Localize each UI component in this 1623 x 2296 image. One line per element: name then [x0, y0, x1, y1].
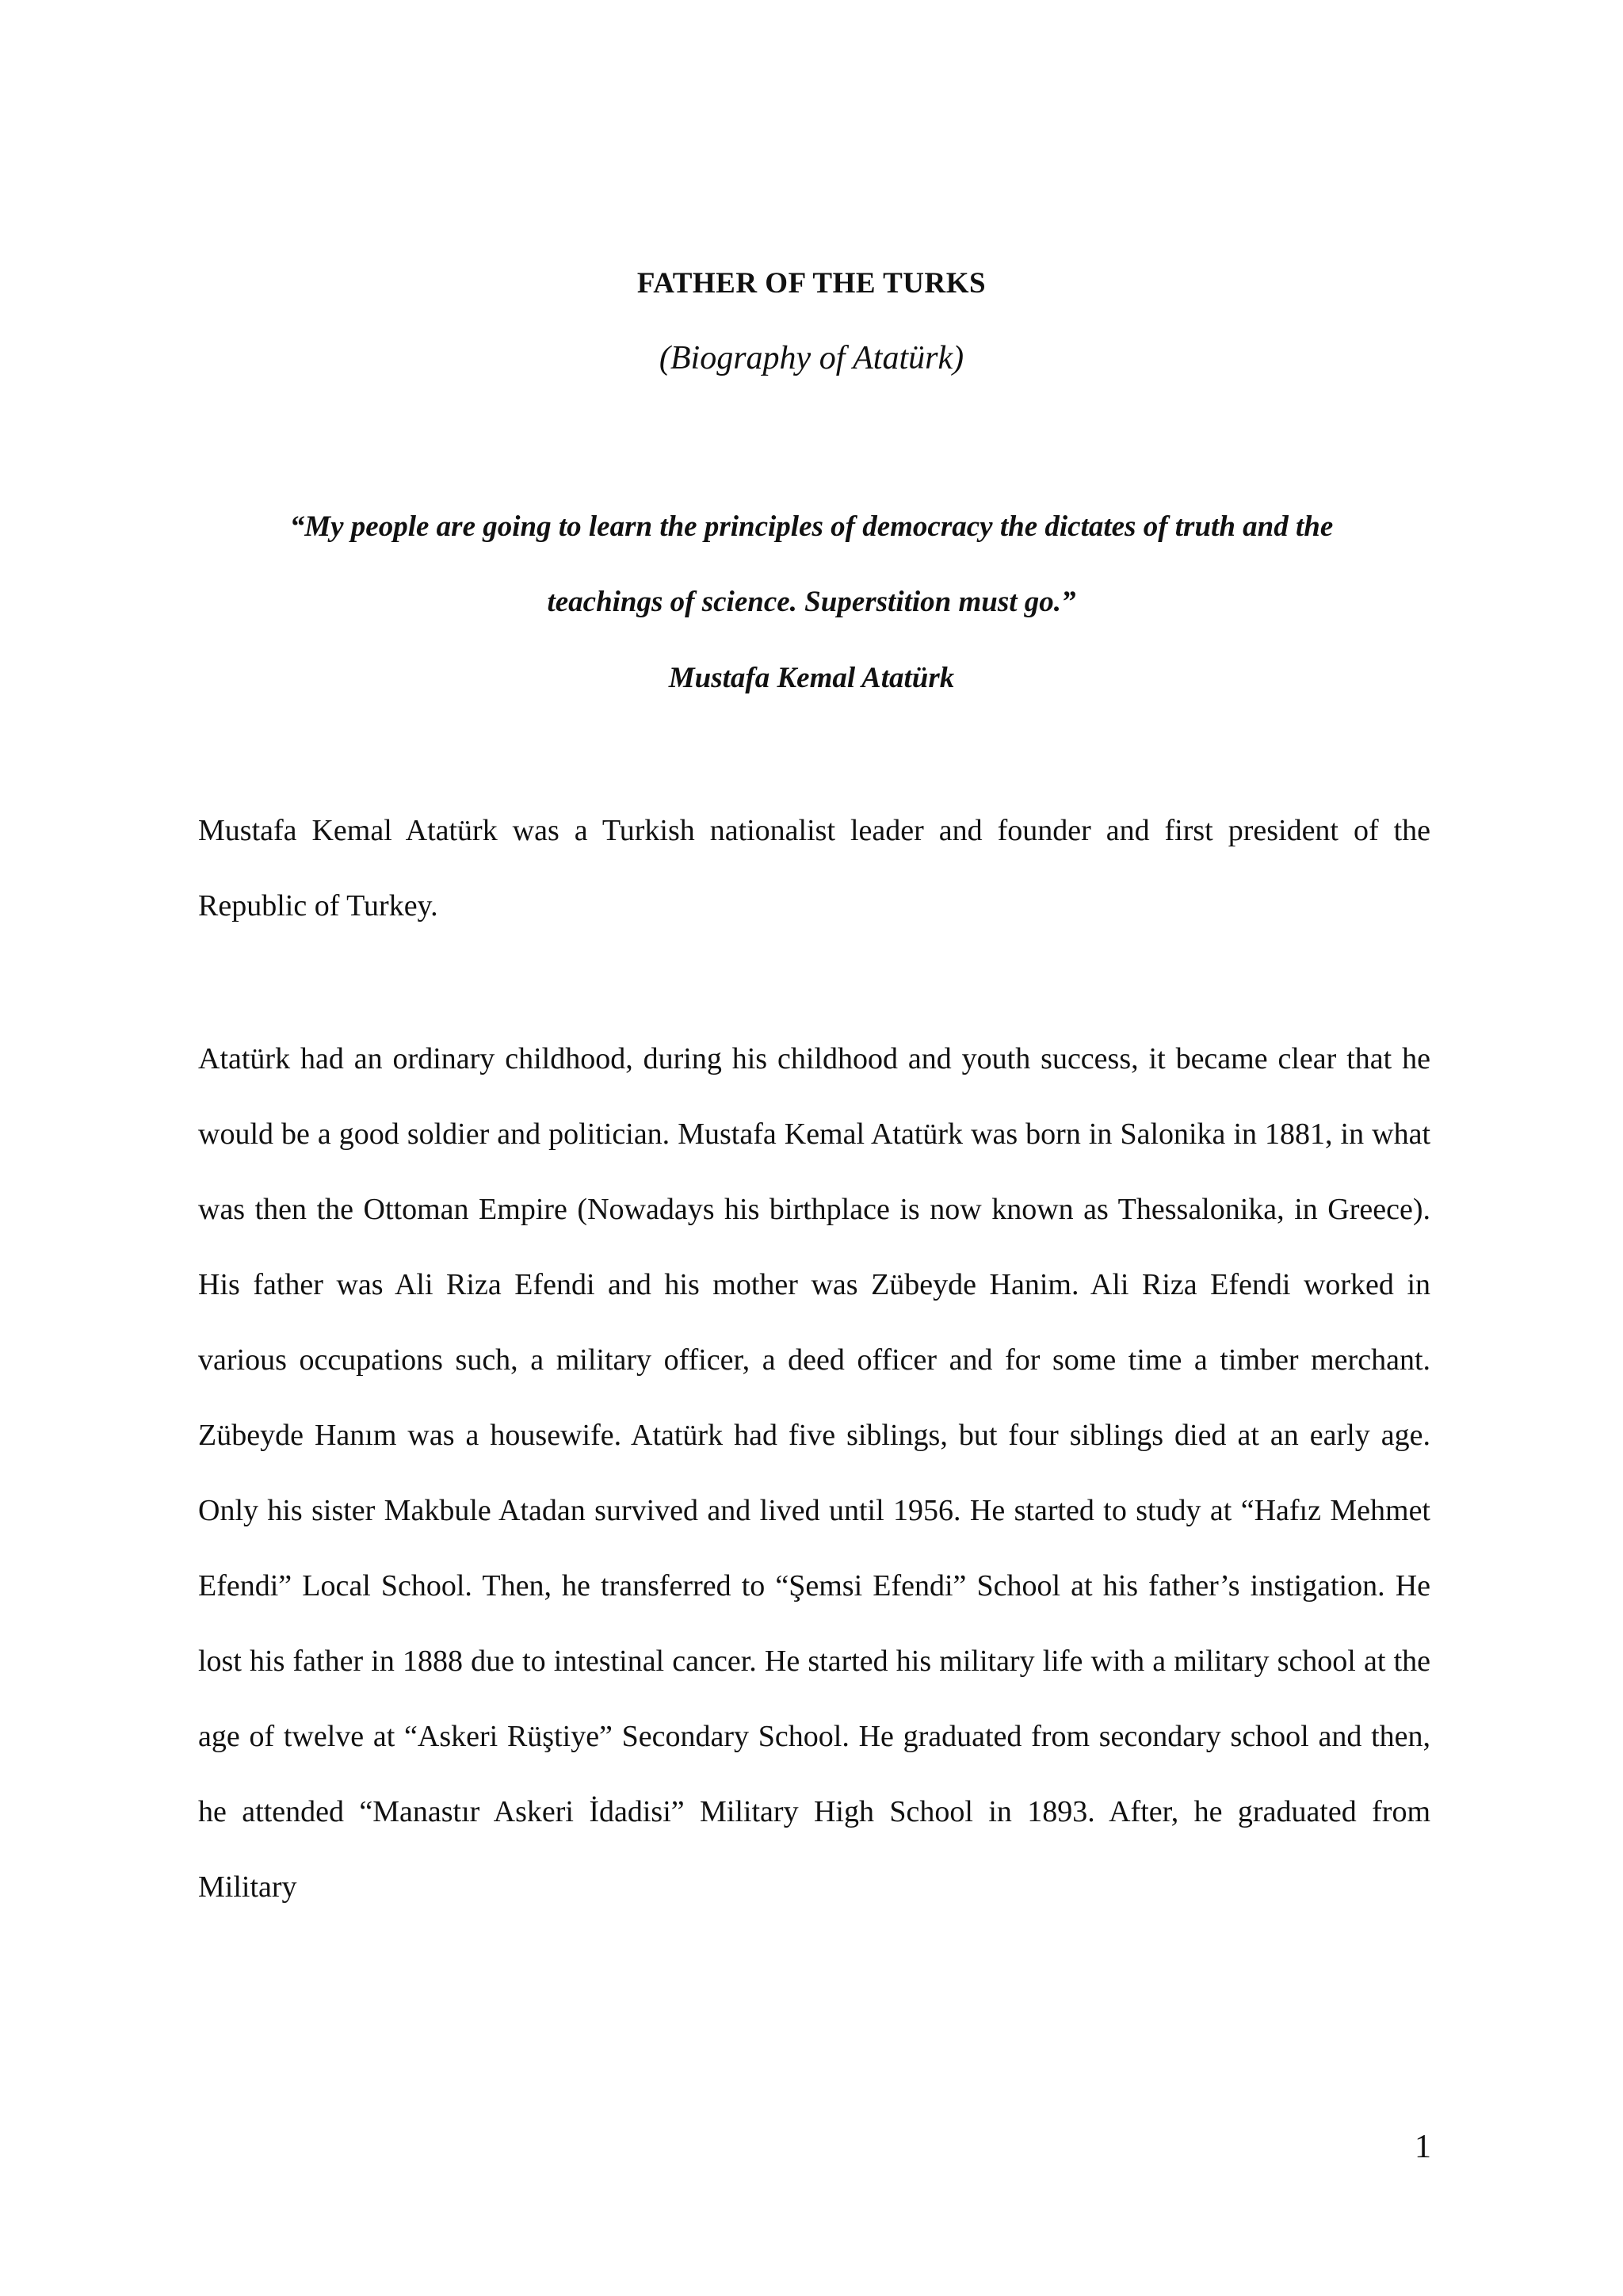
- quote-line-2: teachings of science. Superstition must go.”: [547, 586, 1076, 618]
- paragraph-childhood: Atatürk had an ordinary childhood, during his childhood and youth success, it became clear that he would be a good soldier and politician. Mustafa Kemal Atatürk was born in Salonika in 1881, in what was then the Ottoman Empire (Nowadays his birthplace is now known as Thessalonika, in Greece). His father was Ali Riza Efendi and his mother was Zübeyde Hanim. Ali Riza Efendi worked in various occupations such, a military officer, a deed officer and for some time a timber merchant. Zübeyde Hanım was a housewife. Atatürk had five siblings, but four siblings died at an early age. Only his sister Makbule Atadan survived and lived until 1956. He started to study at “Hafız Mehmet Efendi” Local School. Then, he transferred to “Şemsi Efendi” School at his father’s instigation. He lost his father in 1888 due to intestinal cancer. He started his military life with a military school at the age of twelve at “Askeri Rüştiye” Secondary School. He graduated from secondary school and then, he attended “Manastır Askeri İdadisi” Military High School in 1893. After, he graduated from Military: [198, 1042, 1430, 1904]
- quote-line-1: “My people are going to learn the principles of democracy the dictates of truth and the: [289, 510, 1334, 543]
- document-subtitle: (Biography of Atatürk): [659, 340, 964, 376]
- paragraph-intro: Mustafa Kemal Atatürk was a Turkish nationalist leader and founder and first president of the Republic of Turkey.: [198, 814, 1430, 923]
- page-number: 1: [1415, 2129, 1431, 2165]
- quote-author: Mustafa Kemal Atatürk: [668, 662, 955, 694]
- document-title: FATHER OF THE TURKS: [636, 267, 987, 300]
